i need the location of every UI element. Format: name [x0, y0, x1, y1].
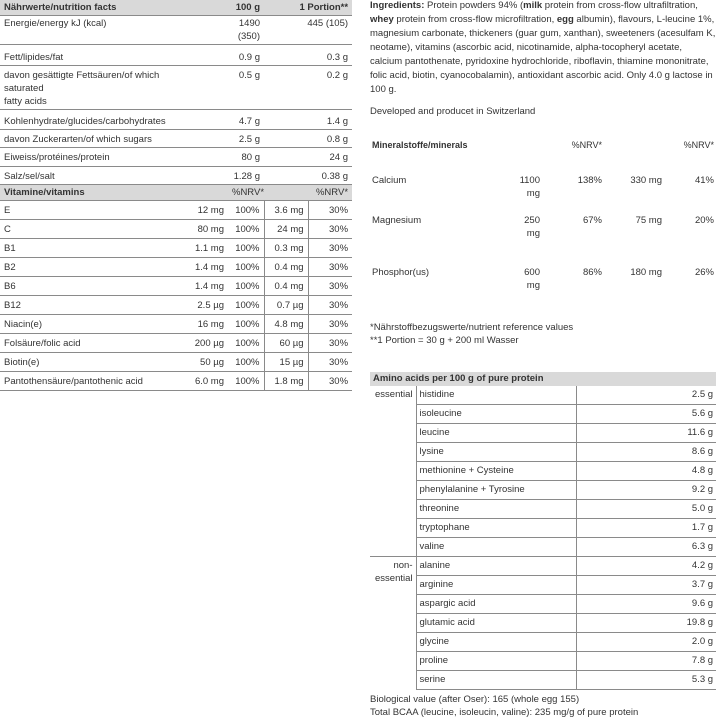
minerals-header-label: Mineralstoffe/minerals — [372, 140, 468, 150]
amino-row — [370, 462, 716, 481]
vitamin-value-portion: 3.6 mg — [264, 201, 308, 220]
amino-name: valine — [416, 538, 576, 557]
mineral-value-portion: 330 mg — [630, 175, 662, 186]
mineral-value-100g: 250 — [524, 215, 540, 226]
nutrition-label: davon Zuckerarten/of which sugars — [0, 130, 168, 148]
vitamin-nrv-100g: 100% — [228, 258, 264, 277]
mineral-nrv-100g: 67% — [582, 215, 602, 226]
vitamin-row — [0, 296, 352, 315]
nutrition-value-portion: 445 (105) — [264, 16, 352, 45]
nutrition-label: Fett/lipides/fat — [0, 45, 168, 66]
nutrition-value-100g: 4.7 g — [168, 110, 264, 130]
vitamin-name: E — [0, 201, 168, 220]
mineral-nrv-portion: 20% — [694, 215, 714, 226]
vitamin-name: B6 — [0, 277, 168, 296]
footnote-nrv: *Nährstoffbezugswerte/nutrient reference values — [370, 322, 574, 333]
total-bcaa: Total BCAA (leucine, isoleucin, valine): 235 mg/g of pure protein — [370, 707, 639, 718]
amino-value: 5.0 g — [576, 500, 716, 519]
vitamin-nrv-portion: 30% — [308, 372, 352, 391]
nutrition-table — [0, 0, 352, 391]
ingredients-part: Protein powders 94% ( — [424, 0, 524, 11]
vitamin-value-100g: 12 mg — [168, 201, 228, 220]
mineral-value-100g: 600 — [524, 267, 540, 278]
nutrition-row-fat — [0, 45, 352, 66]
amino-name: methionine + Cysteine — [416, 462, 576, 481]
amino-group-nonessential-line2: essential — [375, 573, 413, 584]
vitamins-header-nrv2: %NRV* — [308, 185, 352, 201]
nutrition-header-row — [0, 0, 352, 16]
vitamin-name: Niacin(e) — [0, 315, 168, 334]
vitamin-nrv-portion: 30% — [308, 239, 352, 258]
amino-row — [370, 405, 716, 424]
vitamin-nrv-100g: 100% — [228, 353, 264, 372]
nutrition-value-100g: 0.9 g — [168, 45, 264, 66]
vitamin-nrv-portion: 30% — [308, 296, 352, 315]
ingredients-heading: Ingredients: — [370, 0, 425, 11]
allergen-whey: whey — [370, 14, 394, 25]
nutrition-label: Kohlenhydrate/glucides/carbohydrates — [0, 110, 168, 130]
nutrition-value-portion: 0.2 g — [264, 66, 352, 110]
allergen-milk: milk — [523, 0, 543, 11]
nutrition-value-100g-kcal: (350) — [237, 31, 261, 42]
ingredients-part: protein from cross-flow microfiltration, — [393, 14, 557, 25]
amino-value: 4.8 g — [576, 462, 716, 481]
vitamin-value-100g: 1.1 mg — [168, 239, 228, 258]
minerals-header-row — [370, 139, 716, 152]
amino-row — [370, 576, 716, 595]
amino-name: glutamic acid — [416, 614, 576, 633]
ingredients-part: albumin), flavours, L-leucine 1%, magnesium carbonate, thickeners (guar gum, xanthan), sweeteners (acesulfam K, neotame), vitamins (ascorbic acid, nicotinamide, alpha-tocopheryl acetate, calcium pantothenate, pyridoxine hydrochloride, riboflavin, thiamine mononitrate, folic acid, biotin, cyanocobalamin), antioxidant ascorbic acid. Only 4.0 g lactose in 100 g. — [370, 14, 716, 95]
amino-group-nonessential-line1: non- — [393, 560, 413, 571]
amino-name: leucine — [416, 424, 576, 443]
mineral-unit: mg — [526, 280, 540, 291]
nutrition-row-energy — [0, 16, 352, 45]
vitamins-header-label: Vitamine/vitamins — [0, 185, 168, 201]
vitamin-nrv-100g: 100% — [228, 315, 264, 334]
vitamin-nrv-100g: 100% — [228, 201, 264, 220]
amino-value: 6.3 g — [576, 538, 716, 557]
mineral-unit: mg — [526, 188, 540, 199]
nutrition-label: davon gesättigte Fettsäuren/of which saturated — [4, 70, 160, 94]
vitamin-value-portion: 0.3 mg — [264, 239, 308, 258]
vitamin-nrv-portion: 30% — [308, 277, 352, 296]
mineral-value-100g-cell — [480, 152, 542, 204]
vitamin-value-portion: 0.4 mg — [264, 277, 308, 296]
vitamin-value-100g: 16 mg — [168, 315, 228, 334]
amino-list — [370, 386, 716, 690]
amino-header-row — [370, 372, 716, 386]
nutrition-row-sugars — [0, 130, 352, 148]
mineral-name: Calcium — [372, 175, 407, 186]
amino-value: 5.3 g — [576, 671, 716, 690]
amino-value: 8.6 g — [576, 443, 716, 462]
minerals-list — [370, 152, 716, 308]
nutrition-value-100g: 80 g — [168, 148, 264, 167]
allergen-egg: egg — [556, 14, 574, 25]
nutrition-row-carbohydrates — [0, 110, 352, 130]
vitamin-nrv-portion: 30% — [308, 201, 352, 220]
footnote-portion: **1 Portion = 30 g + 200 ml Wasser — [370, 335, 519, 346]
amino-group-essential: essential — [375, 389, 413, 400]
amino-name: lysine — [416, 443, 576, 462]
vitamin-nrv-portion: 30% — [308, 315, 352, 334]
footnotes — [370, 321, 573, 347]
amino-row — [370, 538, 716, 557]
amino-name: tryptophane — [416, 519, 576, 538]
amino-row — [370, 652, 716, 671]
nutrition-header-label: Nährwerte/nutrition facts — [0, 0, 168, 16]
mineral-name: Magnesium — [372, 215, 422, 226]
vitamin-row — [0, 334, 352, 353]
amino-value: 3.7 g — [576, 576, 716, 595]
amino-row — [370, 443, 716, 462]
amino-name: alanine — [416, 557, 576, 576]
nutrition-value-100g: 1.28 g — [168, 167, 264, 185]
nutrition-value-100g: 0.5 g — [168, 66, 264, 110]
vitamin-nrv-portion: 30% — [308, 220, 352, 239]
amino-row — [370, 386, 716, 405]
amino-group-nonessential — [370, 557, 416, 690]
vitamin-name: Pantothensäure/pantothenic acid — [0, 372, 168, 391]
vitamin-nrv-100g: 100% — [228, 334, 264, 353]
amino-row — [370, 500, 716, 519]
nutrition-label-cont: fatty acids — [4, 96, 47, 107]
nutrition-value-portion: 0.38 g — [264, 167, 352, 185]
mineral-name: Phosphor(us) — [372, 267, 430, 278]
amino-name: arginine — [416, 576, 576, 595]
vitamin-nrv-100g: 100% — [228, 296, 264, 315]
nutrition-header-portion: 1 Portion** — [264, 0, 352, 16]
mineral-value-100g: 1100 — [519, 175, 540, 186]
amino-row — [370, 614, 716, 633]
vitamin-name: Biotin(e) — [0, 353, 168, 372]
mineral-nrv-100g: 86% — [582, 267, 602, 278]
amino-value: 11.6 g — [576, 424, 716, 443]
amino-value: 9.2 g — [576, 481, 716, 500]
vitamin-value-100g: 1.4 mg — [168, 277, 228, 296]
biological-value: Biological value (after Oser): 165 (whole egg 155) — [370, 694, 580, 705]
mineral-nrv-portion: 41% — [694, 175, 714, 186]
amino-row — [370, 424, 716, 443]
ingredients-text — [370, 0, 716, 97]
amino-name: serine — [416, 671, 576, 690]
amino-row — [370, 481, 716, 500]
mineral-unit: mg — [526, 228, 540, 239]
amino-footer — [370, 693, 638, 719]
vitamin-value-100g: 1.4 mg — [168, 258, 228, 277]
vitamin-value-portion: 15 µg — [264, 353, 308, 372]
vitamin-name: B2 — [0, 258, 168, 277]
amino-name: threonine — [416, 500, 576, 519]
vitamin-nrv-portion: 30% — [308, 353, 352, 372]
amino-name: aspargic acid — [416, 595, 576, 614]
amino-value: 7.8 g — [576, 652, 716, 671]
amino-value: 2.0 g — [576, 633, 716, 652]
amino-acids-table — [370, 372, 716, 690]
mineral-nrv-100g: 138% — [577, 175, 602, 186]
vitamin-value-100g: 2.5 µg — [168, 296, 228, 315]
nutrition-value-portion: 1.4 g — [264, 110, 352, 130]
vitamin-value-portion: 24 mg — [264, 220, 308, 239]
nutrition-label: Salz/sel/salt — [0, 167, 168, 185]
origin-note: Developed and producet in Switzerland — [370, 106, 536, 117]
amino-row — [370, 671, 716, 690]
amino-value: 2.5 g — [576, 386, 716, 405]
vitamin-name: C — [0, 220, 168, 239]
vitamin-nrv-portion: 30% — [308, 334, 352, 353]
vitamin-nrv-100g: 100% — [228, 220, 264, 239]
amino-value: 5.6 g — [576, 405, 716, 424]
vitamin-row — [0, 258, 352, 277]
vitamin-value-100g: 50 µg — [168, 353, 228, 372]
vitamin-value-portion: 1.8 mg — [264, 372, 308, 391]
nutrition-label: Eiweiss/protéines/protein — [0, 148, 168, 167]
vitamin-name: B1 — [0, 239, 168, 258]
vitamin-nrv-100g: 100% — [228, 277, 264, 296]
nutrition-header-100g: 100 g — [168, 0, 264, 16]
vitamin-value-100g: 200 µg — [168, 334, 228, 353]
amino-row — [370, 519, 716, 538]
vitamin-row — [0, 220, 352, 239]
vitamin-row — [0, 277, 352, 296]
nutrition-facts-panel — [0, 0, 352, 391]
vitamin-nrv-100g: 100% — [228, 239, 264, 258]
amino-value: 19.8 g — [576, 614, 716, 633]
vitamin-row — [0, 372, 352, 391]
nutrition-value-portion: 0.8 g — [264, 130, 352, 148]
nutrition-value-portion: 0.3 g — [264, 45, 352, 66]
mineral-value-100g-cell — [480, 256, 542, 308]
vitamin-row — [0, 201, 352, 220]
vitamins-header-nrv1: %NRV* — [228, 185, 264, 201]
vitamin-value-portion: 0.7 µg — [264, 296, 308, 315]
minerals-header-nrv1: %NRV* — [571, 140, 602, 150]
vitamin-name: Folsäure/folic acid — [0, 334, 168, 353]
amino-header: Amino acids per 100 g of pure protein — [370, 372, 716, 386]
vitamin-row — [0, 239, 352, 258]
amino-name: proline — [416, 652, 576, 671]
nutrition-row-salt — [0, 167, 352, 185]
mineral-row — [370, 152, 716, 204]
nutrition-row-saturated — [0, 66, 352, 110]
mineral-row — [370, 256, 716, 308]
nutrition-row-protein — [0, 148, 352, 167]
vitamin-value-100g: 6.0 mg — [168, 372, 228, 391]
mineral-value-portion: 75 mg — [635, 215, 662, 226]
nutrition-value-100g: 2.5 g — [168, 130, 264, 148]
vitamin-value-portion: 60 µg — [264, 334, 308, 353]
info-panel — [370, 0, 716, 718]
amino-row — [370, 557, 716, 576]
mineral-value-portion: 180 mg — [630, 267, 662, 278]
nutrition-value-100g: 1490 — [238, 18, 261, 29]
amino-row — [370, 595, 716, 614]
vitamin-nrv-100g: 100% — [228, 372, 264, 391]
vitamin-row — [0, 353, 352, 372]
vitamin-value-portion: 4.8 mg — [264, 315, 308, 334]
mineral-nrv-portion: 26% — [694, 267, 714, 278]
amino-name: glycine — [416, 633, 576, 652]
amino-value: 4.2 g — [576, 557, 716, 576]
amino-value: 9.6 g — [576, 595, 716, 614]
amino-name: histidine — [416, 386, 576, 405]
vitamin-row — [0, 315, 352, 334]
mineral-row — [370, 204, 716, 256]
vitamins-list — [0, 201, 352, 391]
amino-name: isoleucine — [416, 405, 576, 424]
amino-name: phenylalanine + Tyrosine — [416, 481, 576, 500]
minerals-header-nrv2: %NRV* — [683, 140, 714, 150]
minerals-table — [370, 139, 716, 308]
vitamin-value-portion: 0.4 mg — [264, 258, 308, 277]
amino-row — [370, 633, 716, 652]
vitamin-nrv-portion: 30% — [308, 258, 352, 277]
amino-value: 1.7 g — [576, 519, 716, 538]
nutrition-label: Energie/energy kJ (kcal) — [0, 16, 168, 45]
vitamins-header-row — [0, 185, 352, 201]
vitamin-value-100g: 80 mg — [168, 220, 228, 239]
nutrition-value-portion: 24 g — [264, 148, 352, 167]
mineral-value-100g-cell — [480, 204, 542, 256]
ingredients-part: protein from cross-flow ultrafiltration, — [542, 0, 698, 11]
vitamin-name: B12 — [0, 296, 168, 315]
